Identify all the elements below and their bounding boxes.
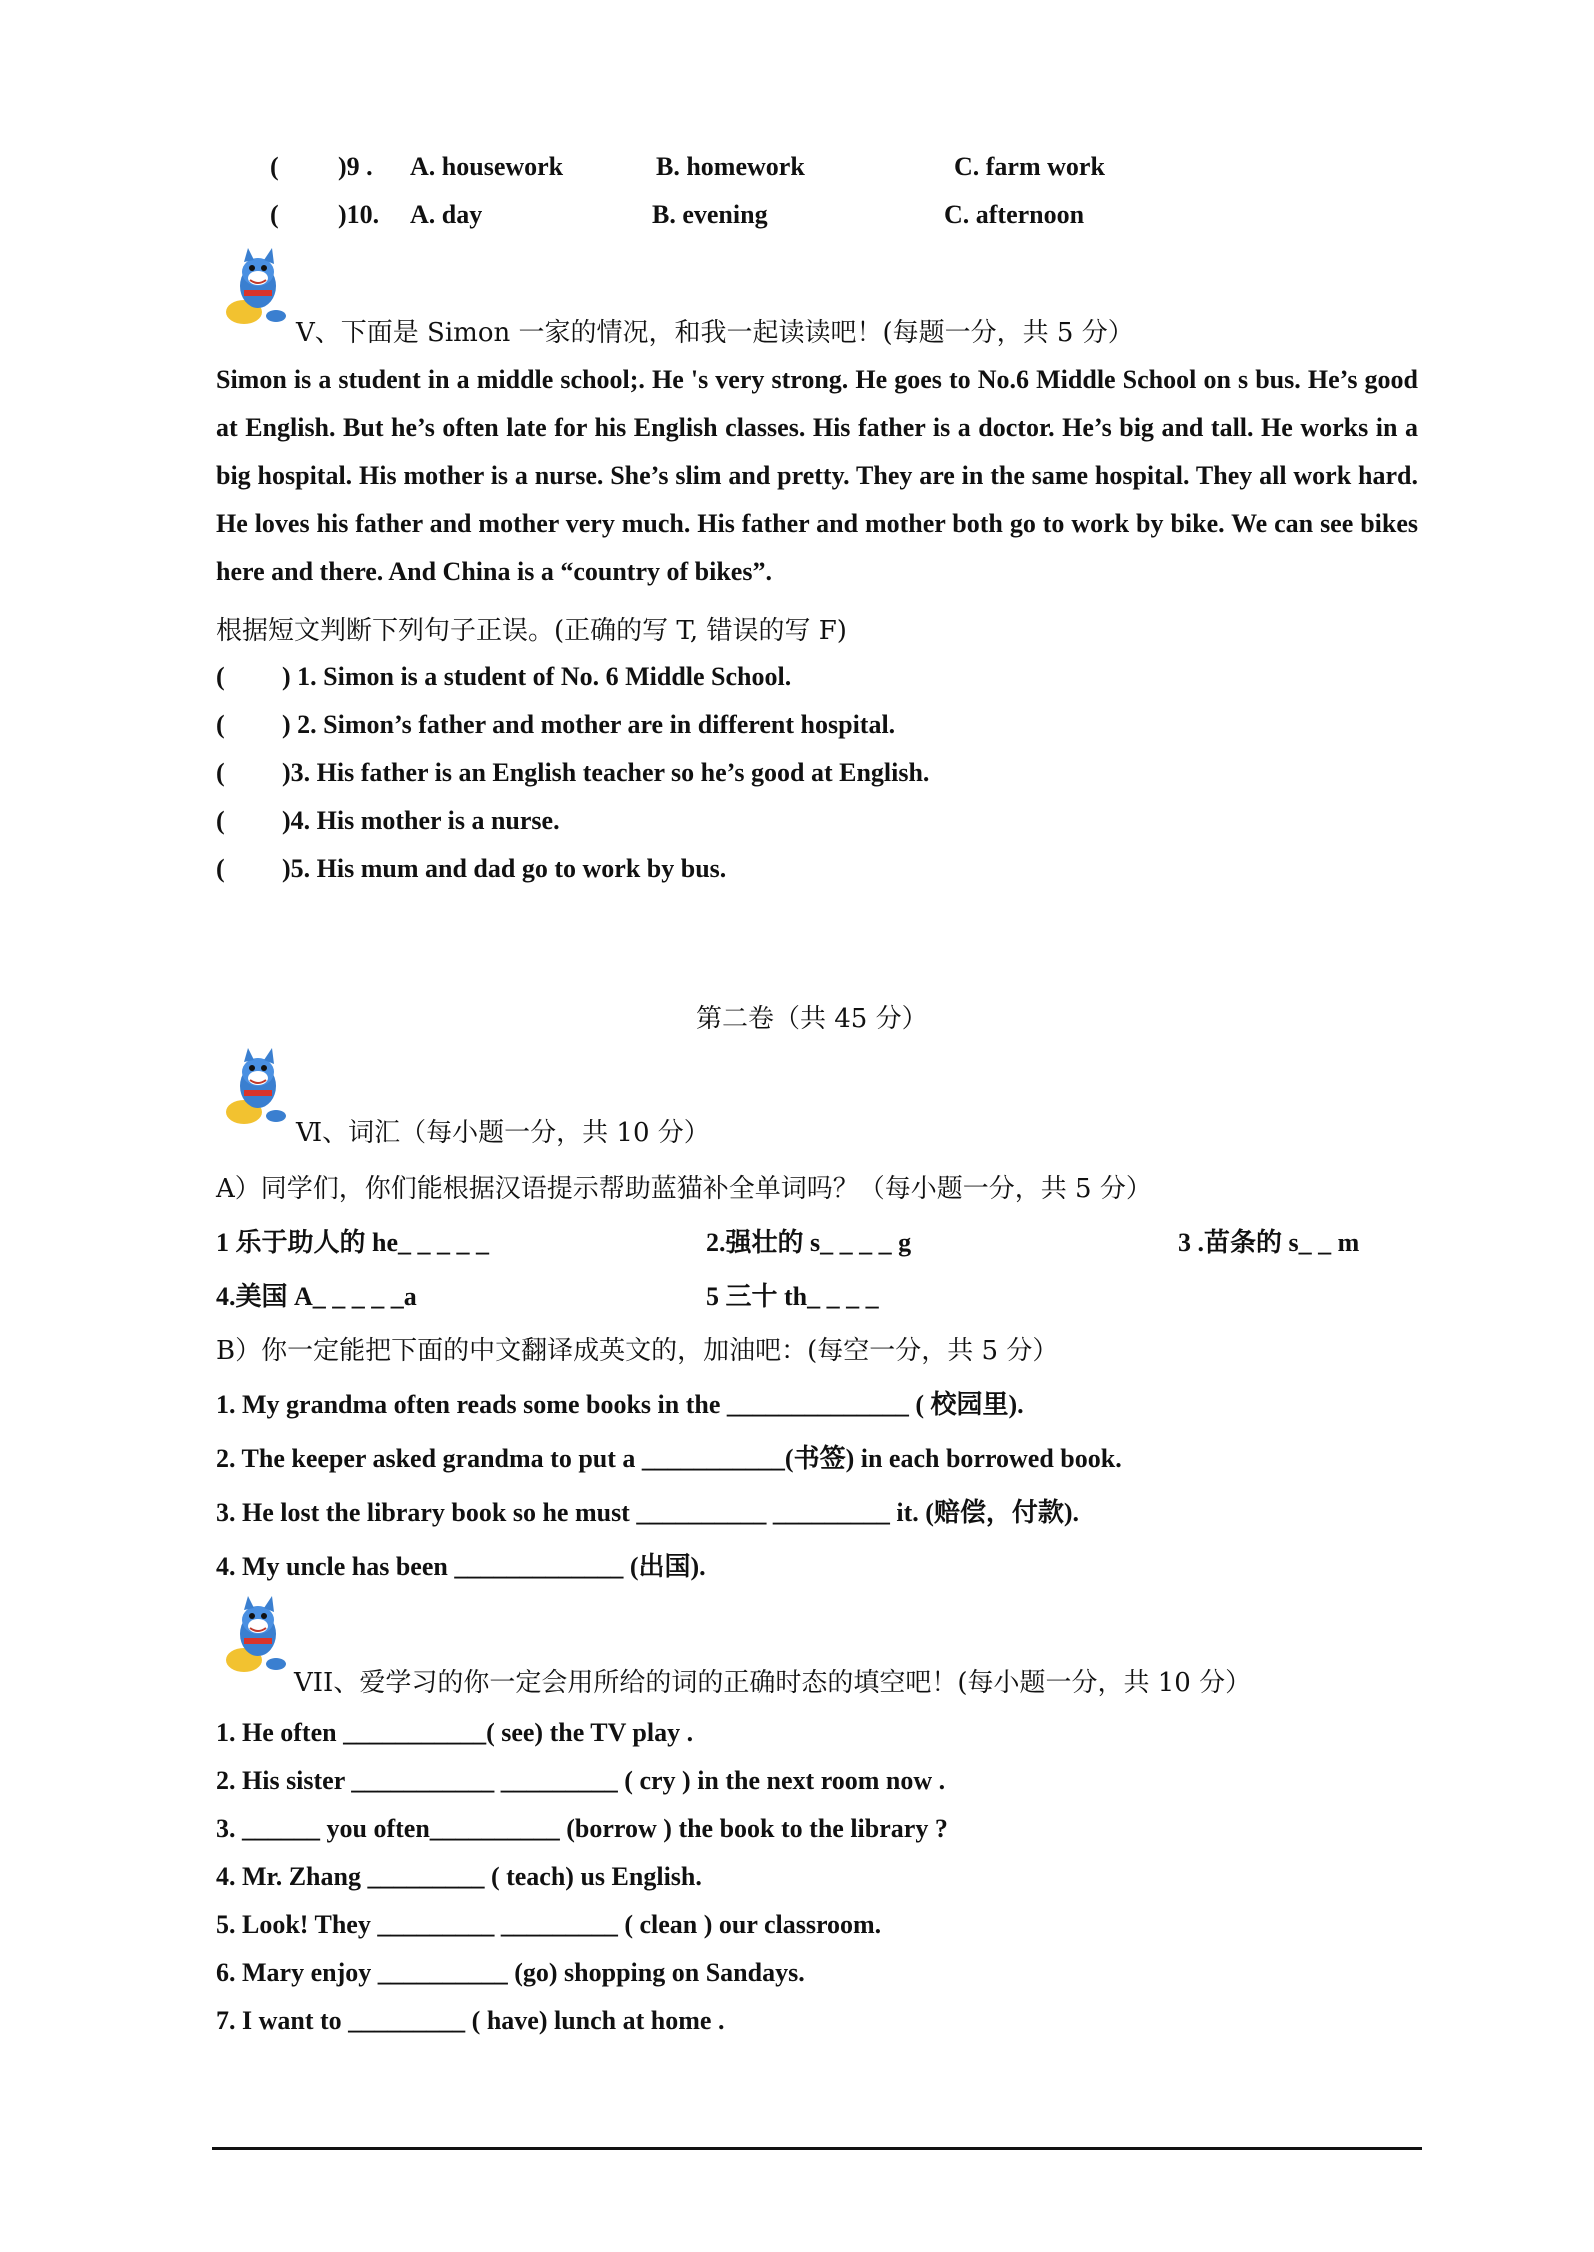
q10-paren: ( (270, 200, 279, 229)
s7-item1: 1. He often ___________( see) the TV play . (216, 1718, 694, 1747)
s6a-item4: 4.美国 A_ _ _ _ _a (216, 1282, 417, 1311)
section5-instruction: 根据短文判断下列句子正误。(正确的写 T, 错误的写 F) (216, 616, 847, 646)
blue-cat-mascot-icon (214, 246, 292, 330)
s7-item4: 4. Mr. Zhang _________ ( teach) us English. (216, 1862, 702, 1891)
s5-item2-text: ) 2. Simon’s father and mother are in different hospital. (282, 710, 896, 739)
q10-number: )10. (338, 200, 380, 229)
section5-heading: Ⅴ、下面是 Simon 一家的情况，和我一起读读吧！(每题一分，共 5 分） (296, 318, 1134, 348)
s5-item4-paren: ( (216, 806, 225, 835)
s6a-item3: 3 .苗条的 s_ _ m (1178, 1228, 1360, 1257)
s6b-item2: 2. The keeper asked grandma to put a ___________(书签) in each borrowed book. (216, 1444, 1122, 1473)
s5-item3-paren: ( (216, 758, 225, 787)
s5-item1-text: ) 1. Simon is a student of No. 6 Middle School. (282, 662, 792, 691)
s6a-item5: 5 三十 th_ _ _ _ (706, 1282, 879, 1311)
section6-heading: Ⅵ、词汇（每小题一分，共 10 分） (296, 1118, 710, 1148)
s6a-item2: 2.强壮的 s_ _ _ _ g (706, 1228, 912, 1257)
q9-paren: ( (270, 152, 279, 181)
s5-item4-text: )4. His mother is a nurse. (282, 806, 560, 835)
s7-item2: 2. His sister ___________ _________ ( cry ) in the next room now . (216, 1766, 946, 1795)
q9-option-a: A. housework (410, 152, 564, 181)
blue-cat-mascot-icon (214, 1046, 292, 1130)
section6-b-title: B）你一定能把下面的中文翻译成英文的，加油吧：(每空一分，共 5 分） (216, 1336, 1059, 1366)
s6b-item4: 4. My uncle has been _____________ (出国). (216, 1552, 706, 1581)
section6-a-title: A）同学们，你们能根据汉语提示帮助蓝猫补全单词吗？（每小题一分，共 5 分） (216, 1174, 1152, 1204)
s7-item6: 6. Mary enjoy __________ (go) shopping on Sandays. (216, 1958, 805, 1987)
q10-option-a: A. day (410, 200, 483, 229)
s5-item1-paren: ( (216, 662, 225, 691)
footer-divider (212, 2147, 1422, 2150)
section5-passage: Simon is a student in a middle school;. He 's very strong. He goes to No.6 Middle School on s bus. He’s good at English. But he’s often late for his English classes. His father is a doctor. He’s big and tall. He works in a big hospital. His mother is a nurse. She’s slim and pretty. They are in the same hospital. They all work hard. He loves his father and mother very much. His father and mother both go to work by bike. We can see bikes here and there. And China is a “country of bikes”. (216, 365, 1418, 586)
s6b-item1: 1. My grandma often reads some books in the ______________ ( 校园里). (216, 1390, 1024, 1419)
s7-item3: 3. ______ you often__________ (borrow ) the book to the library ? (216, 1814, 948, 1843)
s7-item7: 7. I want to _________ ( have) lunch at home . (216, 2006, 725, 2035)
s6b-item3: 3. He lost the library book so he must __________ _________ it. (赔偿，付款). (216, 1498, 1080, 1527)
q9-number: )9 . (338, 152, 373, 181)
q9-option-b: B. homework (656, 152, 805, 181)
s5-item3-text: )3. His father is an English teacher so he’s good at English. (282, 758, 930, 787)
s6a-item1: 1 乐于助人的 he_ _ _ _ _ (216, 1228, 490, 1257)
part2-title: 第二卷（共 45 分） (696, 1004, 928, 1034)
s7-item5: 5. Look! They _________ _________ ( clean ) our classroom. (216, 1910, 882, 1939)
section7-heading: VII、爱学习的你一定会用所给的词的正确时态的填空吧！(每小题一分，共 10 分） (294, 1668, 1252, 1698)
q10-option-c: C. afternoon (944, 200, 1085, 229)
s5-item2-paren: ( (216, 710, 225, 739)
blue-cat-mascot-icon (214, 1594, 292, 1678)
s5-item5-text: )5. His mum and dad go to work by bus. (282, 854, 727, 883)
s5-item5-paren: ( (216, 854, 225, 883)
q9-option-c: C. farm work (954, 152, 1105, 181)
q10-option-b: B. evening (652, 200, 768, 229)
